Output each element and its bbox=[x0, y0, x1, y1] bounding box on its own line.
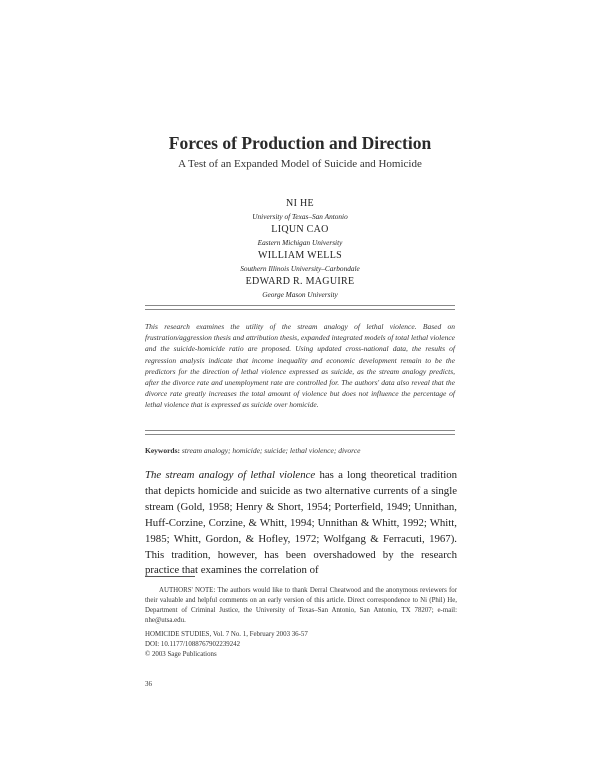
authors-note: AUTHORS' NOTE: The authors would like to thank Derral Cheatwood and the anonymous reviewers for their valuable and helpful comments on an early version of this article. Direct correspondence to Ni (Phil) He, Department of Criminal Justice, the University of Texas–San Antonio, San Antonio, TX 78207; e-mail: nhe@utsa.edu. bbox=[145, 587, 457, 624]
abstract-bottom-rule bbox=[145, 430, 455, 435]
page-number: 36 bbox=[145, 680, 152, 688]
copyright: © 2003 Sage Publications bbox=[145, 651, 217, 658]
doi: DOI: 10.1177/1088767902239242 bbox=[145, 641, 241, 648]
abstract-top-rule bbox=[145, 305, 455, 310]
keywords-label: Keywords: bbox=[145, 446, 180, 455]
article-title: Forces of Production and Direction bbox=[168, 133, 432, 153]
body-lead-italic: The stream analogy of lethal violence bbox=[145, 469, 316, 481]
author-name: LIQUN CAO bbox=[271, 224, 329, 235]
keywords-list: stream analogy; homicide; suicide; lethal violence; divorce bbox=[181, 446, 361, 455]
author-affiliation: Eastern Michigan University bbox=[257, 238, 343, 247]
footnote-rule bbox=[145, 576, 195, 577]
author-affiliation: George Mason University bbox=[262, 290, 338, 299]
author-name: EDWARD R. MAGUIRE bbox=[245, 276, 355, 287]
journal-citation: HOMICIDE STUDIES, Vol. 7 No. 1, February 2003 36-57 bbox=[145, 631, 308, 638]
body-text-rest: has a long theoretical tradition that depicts homicide and suicide as two alternative currents of a single stream (Gold, 1958; Henry & Short, 1954; Porterfield, 1949; Unnithan, Huff-Corzine, Corzine, & Whitt, 1994; Unnithan & Whitt, 1992; Whitt, 1985; Whitt, Gordon, & Hofley, 1972; Wolfgang & Ferracuti, 1967). This tradition, however, has been overshadowed by the research practice that examines the correlation of bbox=[145, 469, 457, 577]
publication-info bbox=[145, 630, 308, 660]
keywords-line bbox=[145, 446, 360, 455]
author-name: WILLIAM WELLS bbox=[258, 250, 342, 261]
article-subtitle: A Test of an Expanded Model of Suicide and Homicide bbox=[178, 158, 422, 170]
author-block bbox=[0, 197, 600, 301]
abstract: This research examines the utility of the stream analogy of lethal violence. Based on frustration/aggression thesis and attribution thesis, expanded integrated models of total lethal violence and the suicide-homicide ratio are proposed. Using updated cross-national data, the results of regression analysis indicate that income inequality and economic development remain to be the predictors for the direction of lethal violence expressed as suicide, as the stream analogy predicts, after the divorce rate and unemployment rate are controlled for. The authors' data also reveal that the divorce rate greatly increases the total amount of violence but does not influence the percentage of lethal violence that is expressed as suicide over homicide. bbox=[145, 322, 455, 410]
author-affiliation: Southern Illinois University–Carbondale bbox=[240, 264, 360, 273]
body-paragraph bbox=[145, 468, 457, 579]
author-name: NI HE bbox=[286, 198, 314, 209]
author-affiliation: University of Texas–San Antonio bbox=[252, 212, 348, 221]
